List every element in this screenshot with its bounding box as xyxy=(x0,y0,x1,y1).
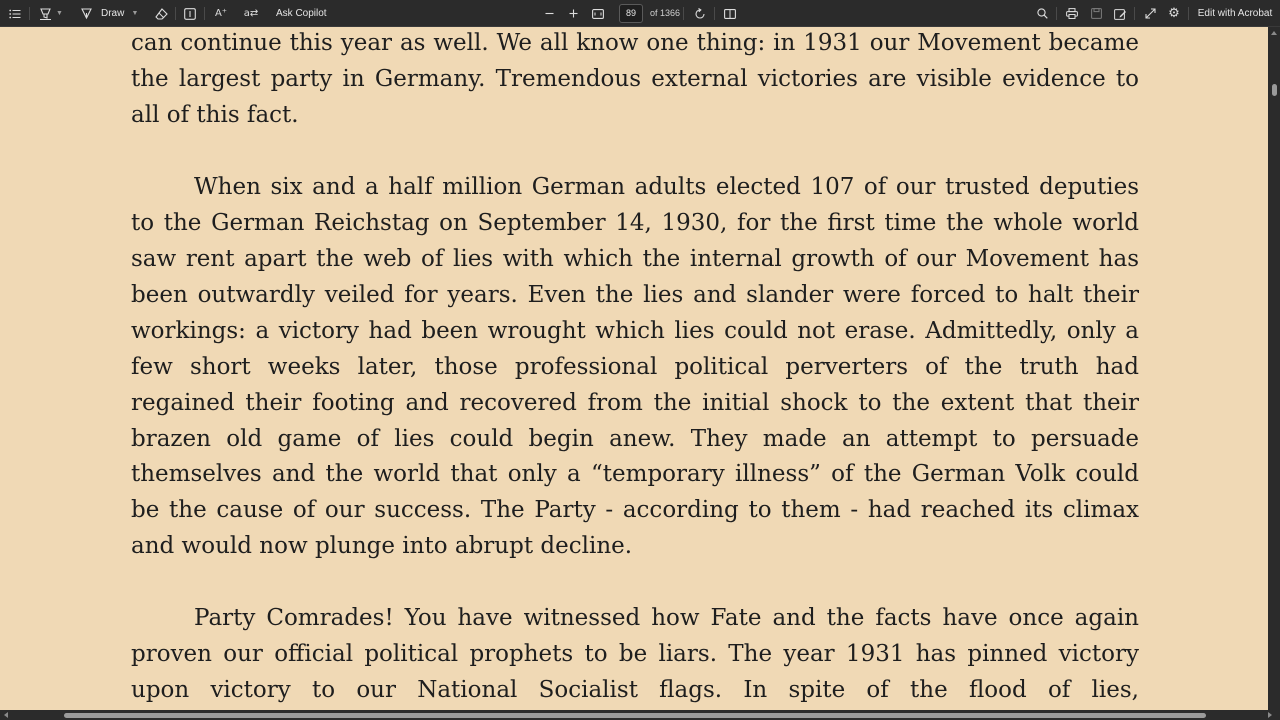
text-line: saw rent apart the web of lies with which the internal growth of our Movement has xyxy=(131,246,1139,272)
chevron-down-icon: ▼ xyxy=(131,10,139,17)
zoom-out-button[interactable] xyxy=(542,0,556,27)
fullscreen-button[interactable] xyxy=(1142,0,1158,27)
vertical-scroll-thumb[interactable] xyxy=(1272,84,1277,96)
ask-copilot-label: Ask Copilot xyxy=(276,8,327,19)
settings-button[interactable] xyxy=(1166,0,1182,27)
ask-copilot-button[interactable] xyxy=(276,0,328,27)
text-line: can continue this year as well. We all know one thing: in 1931 our Movement became xyxy=(131,30,1139,56)
draw-button[interactable] xyxy=(80,0,126,27)
text-line: all of this fact. xyxy=(131,102,299,128)
contents-icon xyxy=(9,9,21,19)
eraser-button[interactable] xyxy=(152,0,170,27)
text-line: brazen old game of lies could begin anew. They made an attempt to persuade xyxy=(131,426,1139,452)
highlight-button[interactable] xyxy=(35,0,67,27)
text-line: be the cause of our success. The Party - according to them - had reached its climax xyxy=(131,497,1139,523)
rotate-button[interactable] xyxy=(692,0,708,27)
save-button[interactable] xyxy=(1088,0,1104,27)
draw-label: Draw xyxy=(101,8,125,19)
save-icon xyxy=(1091,8,1102,19)
text-line: few short weeks later, those professional political perverters of the truth had xyxy=(131,354,1139,380)
translate-button[interactable] xyxy=(241,0,261,27)
save-as-button[interactable] xyxy=(1112,0,1128,27)
print-button[interactable] xyxy=(1064,0,1080,27)
divider xyxy=(683,7,684,20)
horizontal-scroll-thumb[interactable] xyxy=(64,713,1206,718)
fit-page-icon xyxy=(592,9,604,19)
scroll-up-arrow-icon[interactable] xyxy=(1271,31,1277,35)
text-line: upon victory to our National Socialist flags. In spite of the flood of lies, xyxy=(131,677,1139,703)
text-line: workings: a victory had been wrought which lies could not erase. Admittedly, only a xyxy=(131,318,1139,344)
text-line: to the German Reichstag on September 14, 1930, for the first time the whole world xyxy=(131,210,1139,236)
page-total: of 1366 xyxy=(650,8,681,18)
page-number-value: 89 xyxy=(625,8,636,18)
text-line: themselves and the world that only a “temporary illness” of the German Volk could xyxy=(131,461,1139,487)
divider xyxy=(204,7,205,20)
text-line: and would now plunge into abrupt decline. xyxy=(131,533,633,559)
contents-button[interactable] xyxy=(6,0,24,27)
scroll-left-arrow-icon[interactable] xyxy=(4,712,8,718)
translate-icon: a⇄ xyxy=(243,8,259,19)
edit-with-acrobat-label: Edit with Acrobat xyxy=(1197,8,1273,19)
edit-with-acrobat-button[interactable] xyxy=(1196,0,1274,27)
divider xyxy=(175,7,176,20)
save-as-icon xyxy=(1114,8,1126,20)
print-icon xyxy=(1066,8,1078,19)
fullscreen-icon xyxy=(1145,8,1156,19)
zoom-in-button[interactable] xyxy=(566,0,580,27)
read-aloud-icon: A⁺ xyxy=(214,8,228,19)
settings-icon: ⚙ xyxy=(1168,6,1180,21)
eraser-icon xyxy=(155,8,168,20)
text-line: been outwardly veiled for years. Even the lies and slander were forced to halt their xyxy=(131,282,1139,308)
fit-page-button[interactable] xyxy=(590,0,606,27)
page-number-input[interactable] xyxy=(619,4,643,23)
divider xyxy=(714,7,715,20)
zoom-in-icon xyxy=(569,9,578,18)
zoom-out-icon xyxy=(545,9,554,18)
pdf-page xyxy=(0,27,1268,710)
text-line: Party Comrades! You have witnessed how Fate and the facts have once again xyxy=(194,605,1139,631)
search-icon xyxy=(1037,8,1048,19)
pdf-toolbar xyxy=(0,0,1280,27)
text-line: When six and a half million German adults elected 107 of our trusted deputies xyxy=(194,174,1139,200)
page-view-button[interactable] xyxy=(722,0,738,27)
horizontal-scrollbar[interactable] xyxy=(0,710,1280,720)
text-line: proven our official political prophets to be liars. The year 1931 has pinned victory xyxy=(131,641,1139,667)
divider xyxy=(1134,7,1135,20)
scroll-right-arrow-icon[interactable] xyxy=(1268,712,1272,718)
highlight-icon xyxy=(39,7,52,20)
divider xyxy=(29,7,30,20)
draw-icon xyxy=(80,7,93,20)
divider xyxy=(1056,7,1057,20)
read-aloud-button[interactable] xyxy=(211,0,231,27)
text-line: regained their footing and recovered from the initial shock to the extent that their xyxy=(131,390,1139,416)
text-box-icon xyxy=(184,8,196,20)
vertical-scrollbar[interactable] xyxy=(1268,27,1280,710)
draw-options-button[interactable] xyxy=(129,0,141,27)
page-view-icon xyxy=(724,9,736,19)
search-button[interactable] xyxy=(1034,0,1050,27)
text-box-button[interactable] xyxy=(181,0,199,27)
chevron-down-icon: ▼ xyxy=(56,10,63,17)
text-line: the largest party in Germany. Tremendous external victories are visible evidence to xyxy=(131,66,1139,92)
divider xyxy=(1188,7,1189,20)
rotate-icon xyxy=(694,8,706,20)
